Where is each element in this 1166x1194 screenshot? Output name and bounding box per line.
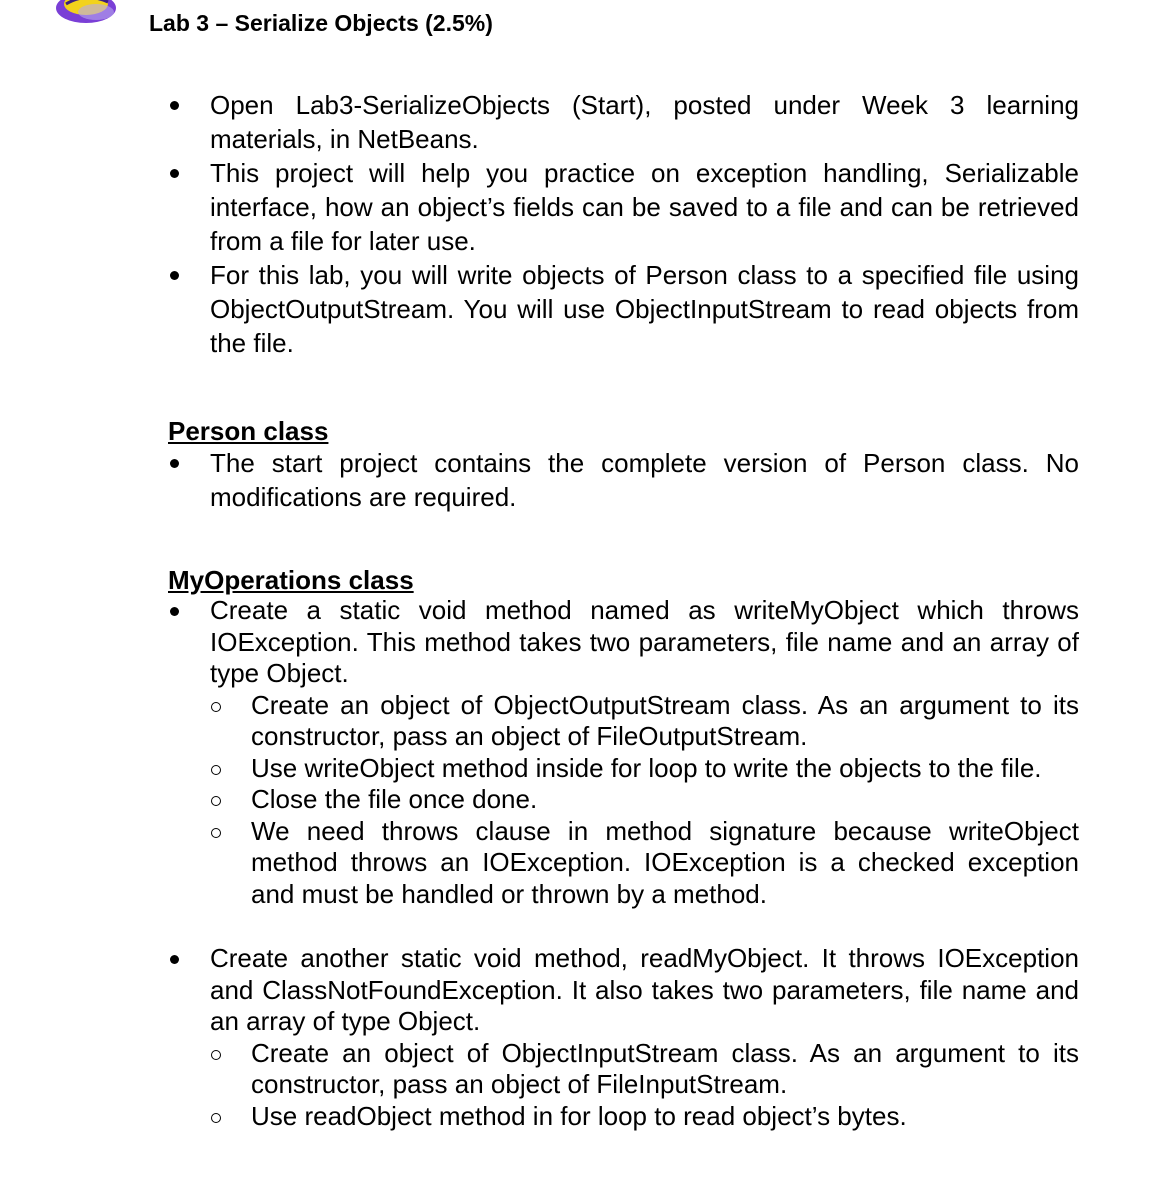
read-method-bullet-list [168, 943, 1079, 1132]
document-title: Lab 3 – Serialize Objects (2.5%) [149, 10, 493, 36]
myoperations-bullet-list [168, 595, 1079, 910]
read-method-step: Create an object of ObjectInputStream class. As an argument to its constructor, pass an object of FileInputStream. [209, 1038, 1079, 1101]
write-method-text: Create a static void method named as writeMyObject which throws IOException. This method takes two parameters, file name and an array of type Object. [210, 595, 1079, 688]
person-class-heading: Person class [168, 416, 329, 446]
read-method-step: Use readObject method in for loop to read object’s bytes. [209, 1101, 1079, 1133]
read-method-bullet [168, 943, 1079, 1132]
intro-bullet: For this lab, you will write objects of Person class to a specified file using ObjectOutputStream. You will use ObjectInputStream to read objects from the file. [168, 258, 1079, 360]
write-method-steps [168, 690, 1079, 911]
person-class-bullet-list [168, 446, 1079, 514]
intro-bullet: This project will help you practice on exception handling, Serializable interface, how an object’s fields can be saved to a file and can be retrieved from a file for later use. [168, 156, 1079, 258]
intro-bullet: Open Lab3-SerializeObjects (Start), posted under Week 3 learning materials, in NetBeans. [168, 88, 1079, 156]
myoperations-class-heading: MyOperations class [168, 565, 414, 595]
read-method-steps [168, 1038, 1079, 1133]
intro-bullet-list [168, 88, 1079, 360]
person-class-bullet: The start project contains the complete version of Person class. No modifications are required. [168, 446, 1079, 514]
read-method-text: Create another static void method, readMyObject. It throws IOException and ClassNotFoundException. It also takes two parameters, file name and an array of type Object. [210, 943, 1079, 1036]
book-logo-icon [52, 0, 138, 24]
document-body [168, 88, 1079, 1132]
write-method-step: Close the file once done. [209, 784, 1079, 816]
write-method-bullet [168, 595, 1079, 910]
write-method-step: Create an object of ObjectOutputStream class. As an argument to its constructor, pass an object of FileOutputStream. [209, 690, 1079, 753]
write-method-step: We need throws clause in method signature because writeObject method throws an IOException. IOException is a checked exception and must be handled or thrown by a method. [209, 816, 1079, 911]
write-method-step: Use writeObject method inside for loop to write the objects to the file. [209, 753, 1079, 785]
